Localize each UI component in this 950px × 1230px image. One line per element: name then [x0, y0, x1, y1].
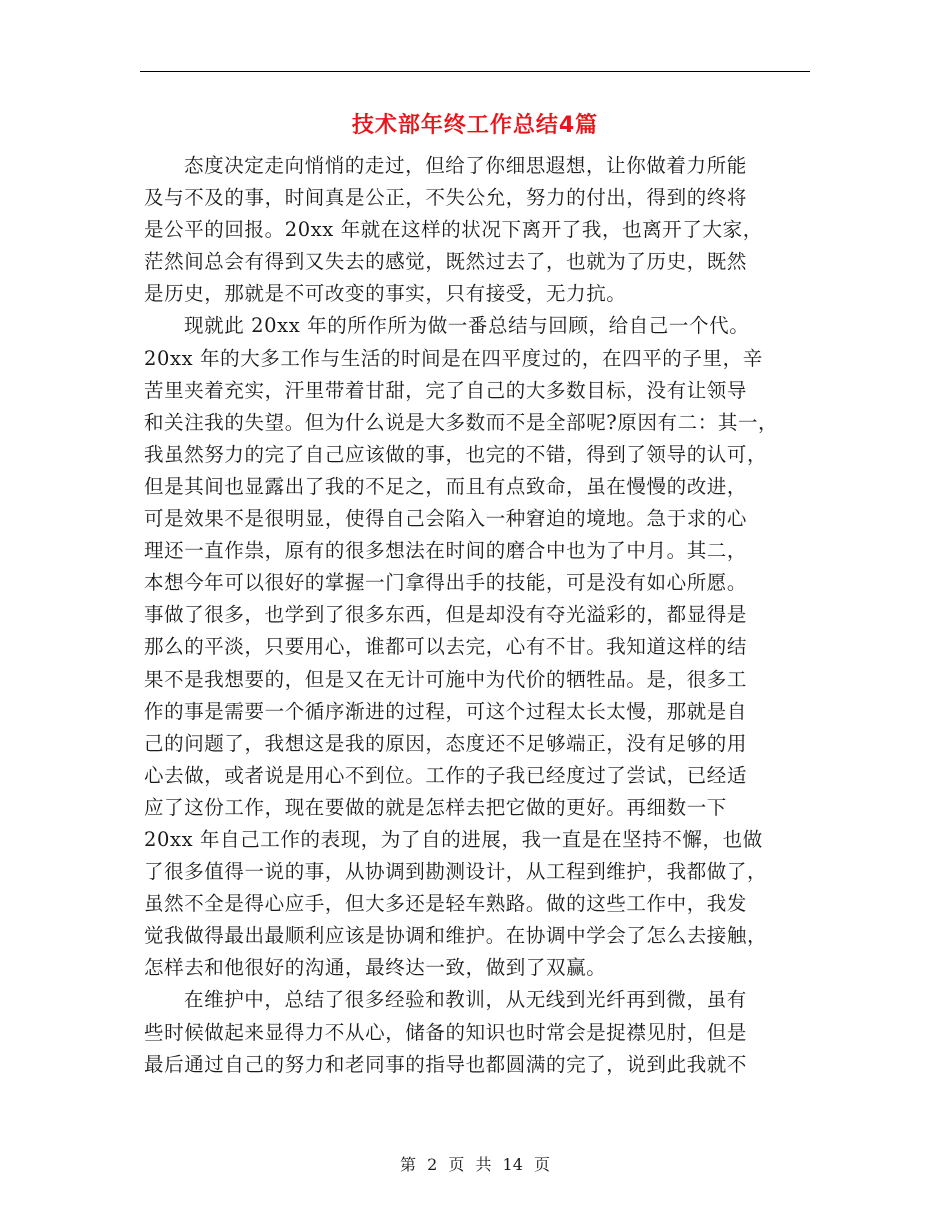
text-line: 及与不及的事，时间真是公正，不失公允，努力的付出，得到的终将: [144, 186, 748, 210]
text-line: 苦里夹着充实，汗里带着甘甜，完了自己的大多数目标，没有让领导: [144, 378, 748, 402]
header-rule: [140, 71, 810, 72]
text-line: 应了这份工作，现在要做的就是怎样去把它做的更好。再细数一下: [144, 795, 727, 819]
text-line: 是公平的回报。20xx 年就在这样的状况下离开了我，也离开了大家，: [144, 218, 763, 242]
text-line: 现就此 20xx 年的所作所为做一番总结与回顾，给自己一个代。: [184, 314, 750, 338]
text-line: 但是其间也显露出了我的不足之，而且有点致命，虽在慢慢的改进，: [144, 474, 748, 498]
text-line: 态度决定走向悄悄的走过，但给了你细思遐想，让你做着力所能: [184, 154, 747, 177]
text-line: 作的事是需要一个循序渐进的过程，可这个过程太长太慢，那就是自: [144, 699, 748, 723]
text-line: 了很多值得一说的事，从协调到勘测设计，从工程到维护，我都做了，: [144, 860, 768, 884]
document-title: 技术部年终工作总结4篇: [351, 113, 599, 138]
text-line: 那么的平淡，只要用心，谁都可以去完，心有不甘。我知道这样的结: [144, 635, 748, 659]
text-line: 是历史，那就是不可改变的事实，只有接受，无力抗。: [144, 282, 627, 306]
text-line: 最后通过自己的努力和老同事的指导也都圆满的完了，说到此我就不: [144, 1052, 748, 1076]
text-line: 可是效果不是很明显，使得自己会陷入一种窘迫的境地。急于求的心: [144, 507, 748, 531]
text-line: 本想今年可以很好的掌握一门拿得出手的技能，可是没有如心所愿。: [144, 571, 748, 595]
text-line: 觉我做得最出最顺利应该是协调和维护。在协调中学会了怎么去接触，: [144, 924, 768, 948]
text-line: 己的问题了，我想这是我的原因，态度还不足够端正，没有足够的用: [144, 731, 748, 755]
text-line: 果不是我想要的，但是又在无计可施中为代价的牺牲品。是，很多工: [144, 667, 748, 691]
text-line: 茫然间总会有得到又失去的感觉，既然过去了，也就为了历史，既然: [144, 250, 748, 274]
text-line: 怎样去和他很好的沟通，最终达一致，做到了双赢。: [144, 956, 607, 980]
text-line: 20xx 年自己工作的表现，为了自的进展，我一直是在坚持不懈，也做: [144, 827, 763, 851]
text-line: 虽然不全是得心应手，但大多还是轻车熟路。做的这些工作中，我发: [144, 892, 748, 916]
text-line: 理还一直作祟，原有的很多想法在时间的磨合中也为了中月。其二，: [144, 539, 748, 563]
document-body: [144, 150, 814, 1081]
text-line: 在维护中，总结了很多经验和教训，从无线到光纤再到微，虽有: [184, 988, 747, 1012]
text-line: 些时候做起来显得力不从心，储备的知识也时常会是捉襟见肘，但是: [144, 1020, 748, 1044]
text-line: 20xx 年的大多工作与生活的时间是在四平度过的，在四平的子里，辛: [144, 346, 763, 370]
text-line: 心去做，或者说是用心不到位。工作的子我已经度过了尝试，已经适: [144, 763, 748, 787]
text-line: 事做了很多，也学到了很多东西，但是却没有夺光溢彩的，都显得是: [144, 603, 748, 627]
text-line: 和关注我的失望。但为什么说是大多数而不是全部呢?原因有二：其一，: [144, 410, 779, 434]
text-line: 我虽然努力的完了自己应该做的事，也完的不错，得到了领导的认可，: [144, 442, 768, 466]
page-footer: 第 2 页 共 14 页: [400, 1155, 550, 1174]
